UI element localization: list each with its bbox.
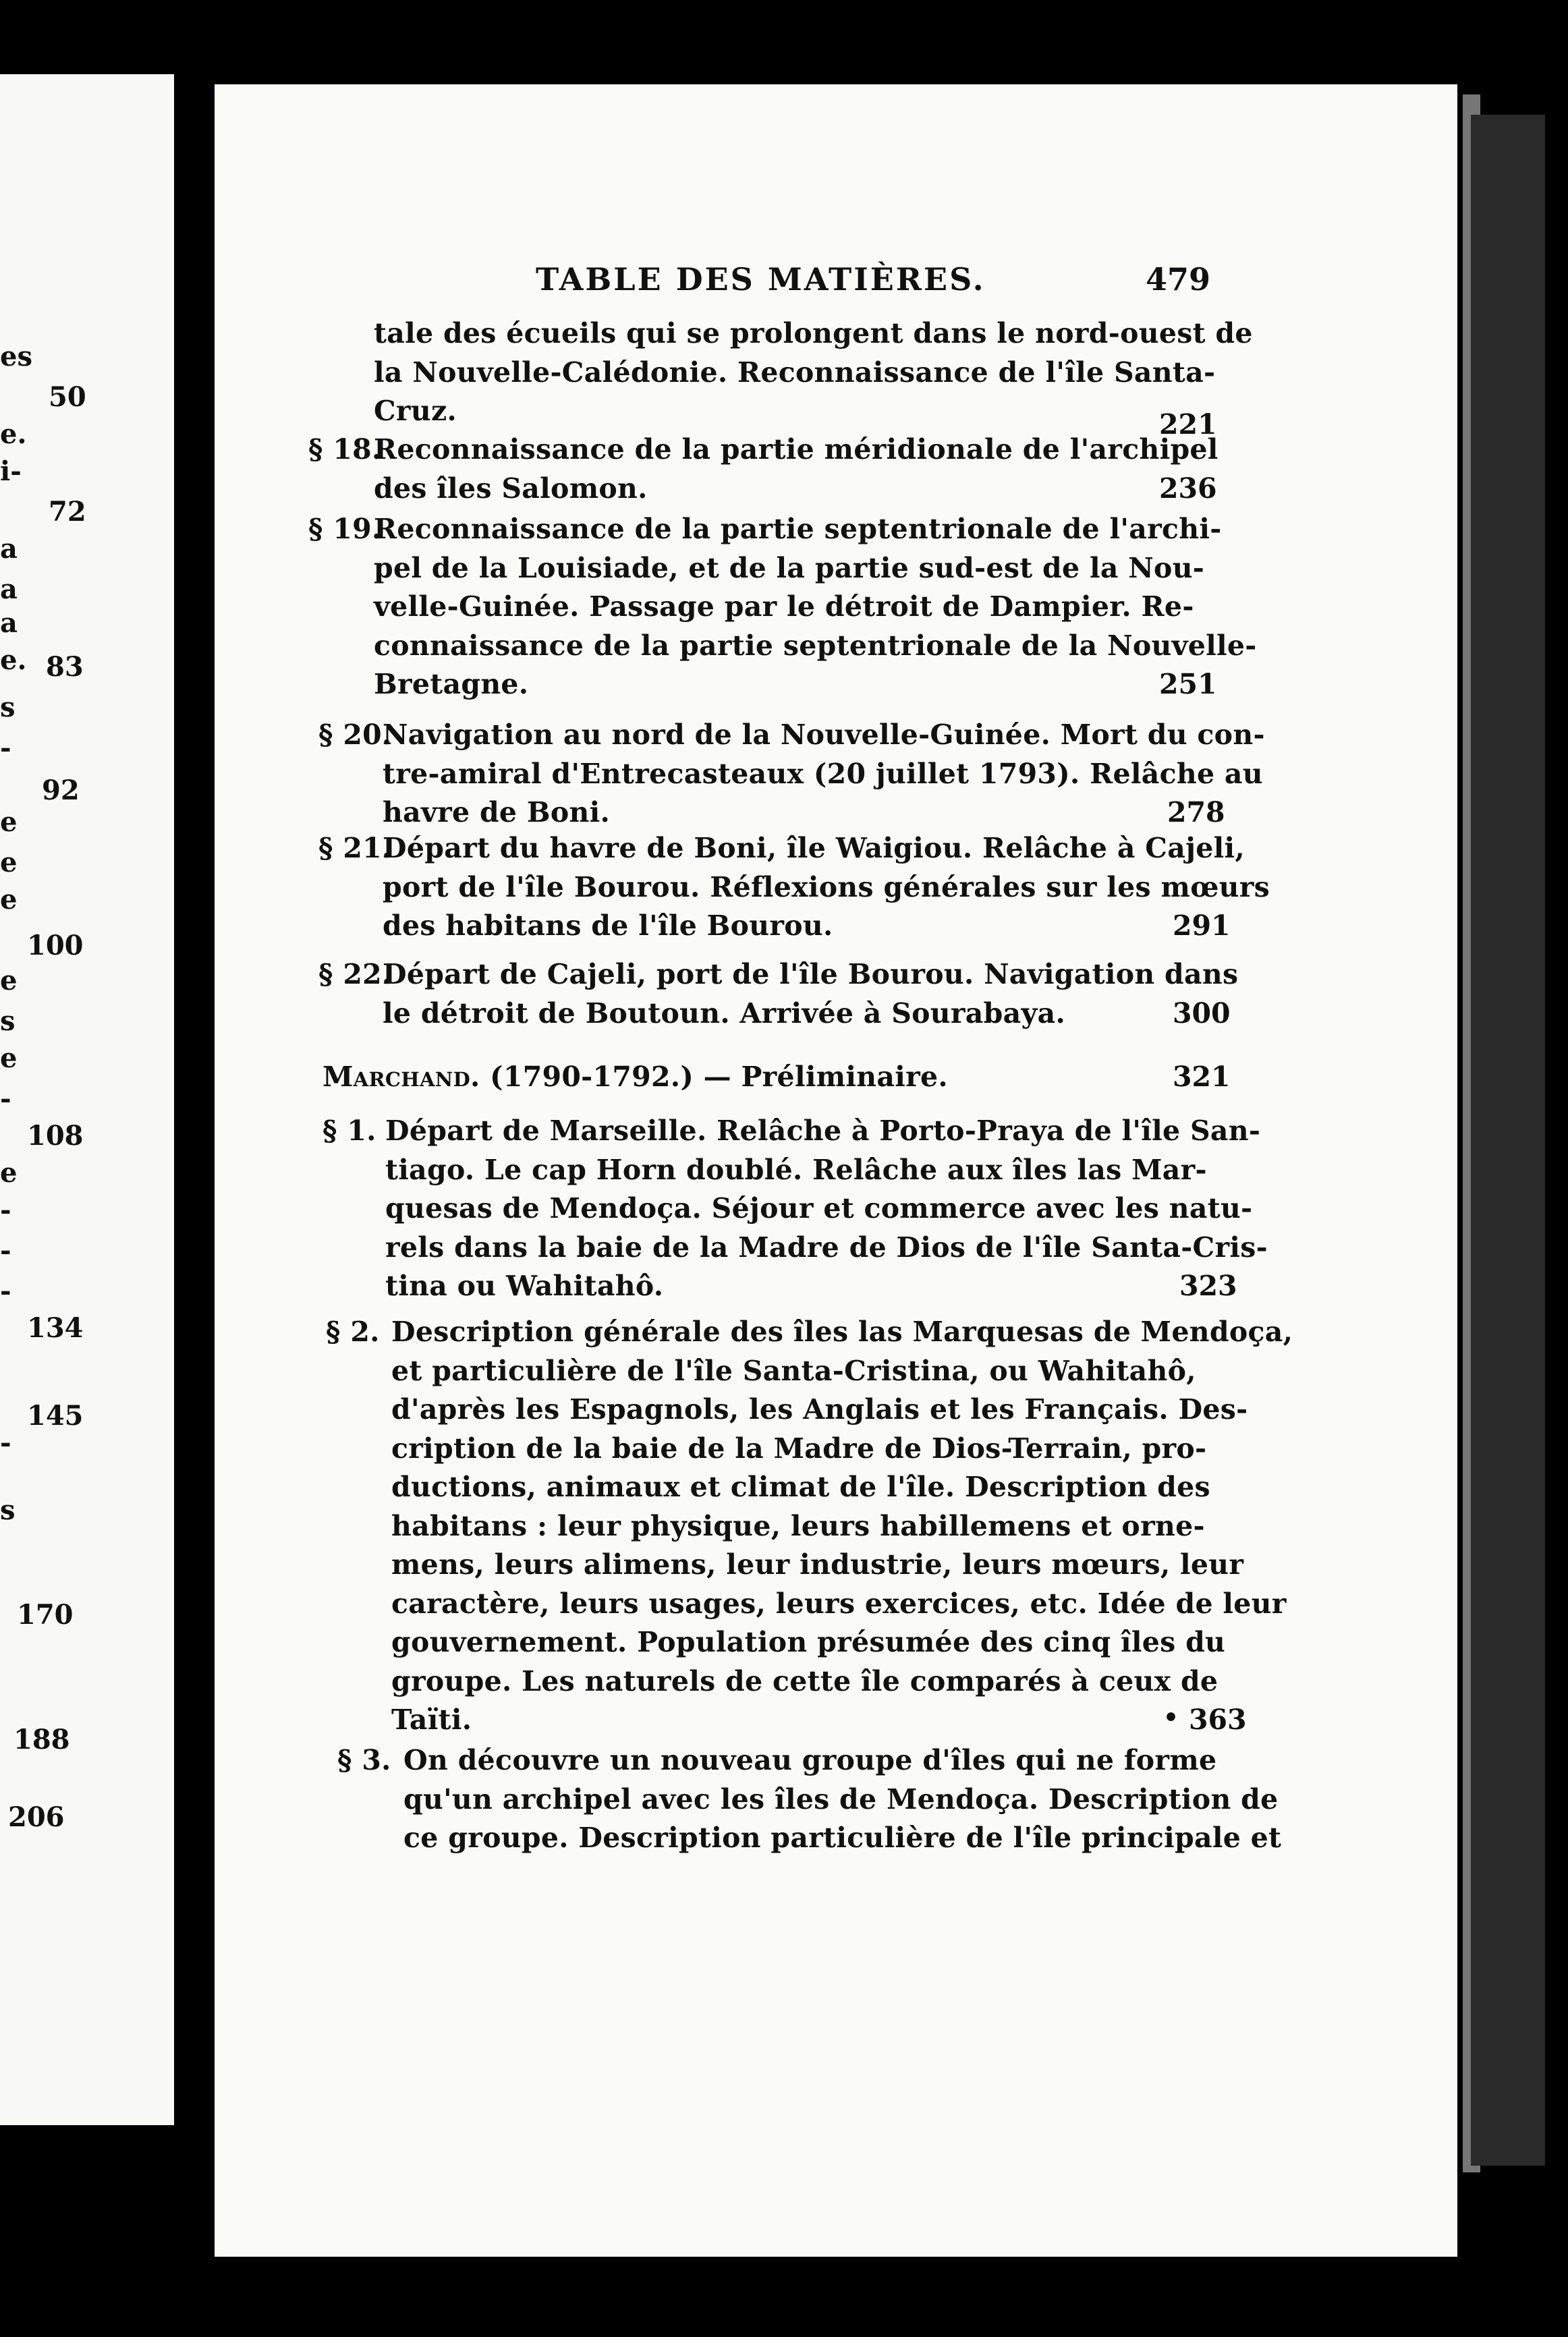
left-page-text-fragment: e. (0, 418, 27, 450)
toc-entry-line (374, 513, 1222, 545)
toc-entry-text: Navigation au nord de la Nouvelle-Guinée. Mort du con- (383, 719, 1265, 751)
toc-entry-line (391, 1316, 1293, 1348)
toc-entry-line (374, 356, 1215, 389)
toc-entry-line (391, 1355, 1196, 1387)
left-page-number: 134 (27, 1312, 84, 1344)
toc-entry-text: pel de la Louisiade, et de la partie sud-est de la Nou- (374, 551, 1205, 584)
toc-entry-text: d'après les Espagnols, les Anglais et les Français. Des- (391, 1393, 1248, 1426)
toc-entry-line (391, 1626, 1225, 1658)
toc-entry-text: qu'un archipel avec les îles de Mendoça. Description de (403, 1782, 1279, 1815)
left-page-text-fragment: e (0, 806, 18, 838)
left-page-text-fragment: - (0, 732, 11, 764)
toc-entry-line (374, 433, 1219, 466)
toc-entry-text: des îles Salomon. (374, 472, 648, 505)
toc-entry-line (385, 1154, 1207, 1186)
toc-entry-line (374, 629, 1257, 662)
running-head: TABLE DES MATIÈRES. (536, 261, 986, 298)
toc-entry-line (383, 909, 833, 942)
toc-entry-text: ductions, animaux et climat de l'île. Description des (391, 1471, 1210, 1503)
toc-entry-line (385, 1192, 1252, 1224)
toc-entry-text: quesas de Mendoça. Séjour et commerce avec les natu- (385, 1192, 1253, 1224)
toc-entry-text: gouvernement. Population présumée des cinq îles du (391, 1626, 1226, 1658)
left-page-text-fragment: s (0, 692, 16, 723)
section-label: § 3. (337, 1744, 391, 1776)
toc-entry-text: velle-Guinée. Passage par le détroit de Dampier. Re- (374, 590, 1194, 623)
toc-entry-text: le détroit de Boutoun. Arrivée à Sourabaya. (383, 996, 1066, 1030)
toc-page-number: 323 (1179, 1270, 1237, 1302)
left-page-text-fragment: - (0, 1083, 11, 1115)
left-page-text-fragment: a (0, 607, 18, 639)
toc-entry-text: tina ou Wahitahô. (385, 1270, 664, 1302)
toc-entry-text: tale des écueils qui se prolongent dans le nord-ouest de (374, 317, 1253, 349)
toc-page-number: 321 (1173, 1061, 1231, 1093)
toc-entry-text: ce groupe. Description particulière de l'île principale et (403, 1822, 1282, 1854)
left-page-text-fragment: a (0, 573, 18, 605)
left-page-edge (0, 74, 174, 2125)
toc-entry-text: Bretagne. (374, 668, 529, 700)
toc-entry-line (403, 1744, 1216, 1776)
section-label: § 1. (323, 1115, 376, 1147)
toc-entry-line (383, 758, 1263, 790)
toc-entry-text: mens, leurs alimens, leur industrie, leurs mœurs, leur (391, 1548, 1244, 1581)
book-cover-edge (1471, 115, 1545, 2166)
toc-entry-text: cription de la baie de la Madre de Dios-Terrain, pro- (391, 1432, 1207, 1465)
toc-entry-text: des habitans de l'île Bourou. (383, 909, 833, 942)
toc-entry-line (374, 590, 1194, 623)
left-page-text-fragment: - (0, 1427, 11, 1459)
left-page-text-fragment: e (0, 847, 18, 878)
toc-page-number: 300 (1173, 996, 1231, 1030)
toc-entry-text: groupe. Les naturels de cette île comparés à ceux de (391, 1664, 1219, 1697)
toc-entry-text: On découvre un nouveau groupe d'îles qui ne forme (403, 1744, 1217, 1776)
toc-entry-line (374, 317, 1253, 349)
toc-entry-line (385, 1270, 663, 1302)
left-page-number: 72 (49, 496, 86, 528)
toc-entry-text: connaissance de la partie septentrionale de la Nouvelle- (374, 629, 1257, 662)
left-page-text-fragment: e (0, 1157, 18, 1189)
toc-entry-line (391, 1393, 1248, 1426)
toc-entry-line (391, 1704, 472, 1736)
toc-entry-text: rels dans la baie de la Madre de Dios de l'île Santa-Cris- (385, 1231, 1268, 1264)
toc-entry-text: tre-amiral d'Entrecasteaux (20 juillet 1793). Relâche au (383, 757, 1263, 790)
left-page-number: 50 (49, 381, 86, 413)
toc-entry-line (374, 395, 457, 427)
toc-entry-line (383, 832, 1245, 864)
left-page-text-fragment: - (0, 1275, 11, 1307)
toc-entry-text: Départ de Cajeli, port de l'île Bourou. Navigation dans (383, 958, 1239, 990)
toc-entry-line (391, 1471, 1210, 1503)
toc-page-number: 363 (1189, 1704, 1247, 1736)
section-label: § 21. (318, 832, 392, 864)
left-page-number: 145 (27, 1400, 84, 1432)
toc-entry-line (385, 1115, 1260, 1147)
toc-entry-line (403, 1783, 1279, 1815)
book-page (215, 84, 1457, 2257)
toc-entry-line (374, 668, 528, 700)
folio-page-number: 479 (1146, 261, 1211, 298)
ink-dot-mark: • (1163, 1704, 1179, 1732)
left-page-text-fragment: s (0, 1005, 16, 1037)
toc-page-number: 251 (1159, 668, 1217, 700)
toc-entry-line (391, 1432, 1206, 1465)
toc-entry-text: (1790-1792.) — Préliminaire. (490, 1061, 948, 1093)
toc-entry-text: Reconnaissance de la partie méridionale de l'archipel (374, 433, 1219, 466)
toc-entry-text: port de l'île Bourou. Réflexions générales sur les mœurs (383, 870, 1270, 903)
left-page-text-fragment: s (0, 1494, 16, 1526)
toc-entry-line (383, 997, 1065, 1030)
left-page-text-fragment: e (0, 1042, 18, 1074)
toc-entry-line (383, 871, 1270, 903)
toc-entry-text: Départ de Marseille. Relâche à Porto-Praya de l'île San- (385, 1115, 1261, 1147)
toc-entry-text: Départ du havre de Boni, île Waigiou. Relâche à Cajeli, (383, 832, 1245, 864)
toc-entry-text: Taïti. (391, 1704, 472, 1736)
left-page-number: 108 (27, 1120, 84, 1152)
toc-entry-line (383, 719, 1265, 751)
toc-entry-line (385, 1231, 1268, 1264)
toc-entry-text: caractère, leurs usages, leurs exercices, etc. Idée de leur (391, 1587, 1287, 1620)
author-name: Marchand. (323, 1061, 491, 1093)
left-page-text-fragment: - (0, 1235, 11, 1266)
section-label: § 20. (318, 719, 392, 751)
toc-entry-line (391, 1510, 1205, 1542)
toc-entry-line (323, 1061, 948, 1093)
left-page-number: 92 (42, 775, 80, 806)
left-page-number: 100 (27, 930, 84, 961)
toc-entry-line (391, 1548, 1243, 1581)
left-page-text-fragment: e (0, 884, 18, 916)
toc-entry-line (403, 1822, 1281, 1854)
toc-entry-line (391, 1587, 1287, 1620)
toc-entry-text: havre de Boni. (383, 796, 611, 828)
toc-entry-line (374, 472, 648, 505)
toc-page-number: 236 (1159, 472, 1217, 505)
toc-entry-text: Cruz. (374, 395, 457, 427)
toc-entry-text: la Nouvelle-Calédonie. Reconnaissance de l'île Santa- (374, 356, 1216, 389)
left-page-number: 170 (17, 1599, 74, 1631)
toc-entry-line (383, 796, 610, 828)
section-label: § 18. (308, 433, 382, 466)
section-label: § 22. (318, 958, 392, 990)
section-label: § 2. (326, 1316, 380, 1348)
left-page-number: 83 (46, 651, 84, 683)
toc-page-number: 278 (1167, 796, 1225, 828)
left-page-number: 206 (8, 1801, 65, 1833)
toc-entry-text: Reconnaissance de la partie septentrionale de l'archi- (374, 513, 1222, 545)
toc-entry-text: habitans : leur physique, leurs habillemens et orne- (391, 1509, 1205, 1542)
left-page-text-fragment: es (0, 341, 32, 372)
toc-page-number: 221 (1159, 408, 1217, 441)
left-page-text-fragment: i- (0, 455, 22, 487)
section-label: § 19. (308, 513, 382, 545)
toc-page-number: 291 (1173, 909, 1231, 942)
toc-entry-text: tiago. Le cap Horn doublé. Relâche aux îles las Mar- (385, 1153, 1207, 1186)
left-page-text-fragment: e. (0, 644, 27, 676)
left-page-text-fragment: - (0, 1194, 11, 1226)
toc-entry-line (374, 552, 1204, 584)
left-page-text-fragment: e (0, 965, 18, 996)
toc-entry-text: Description générale des îles las Marquesas de Mendoça, (391, 1316, 1293, 1348)
toc-entry-line (391, 1665, 1218, 1697)
toc-entry-text: et particulière de l'île Santa-Cristina, ou Wahitahô, (391, 1354, 1196, 1387)
left-page-number: 188 (13, 1724, 70, 1755)
toc-entry-line (383, 958, 1238, 990)
left-page-text-fragment: a (0, 533, 18, 565)
